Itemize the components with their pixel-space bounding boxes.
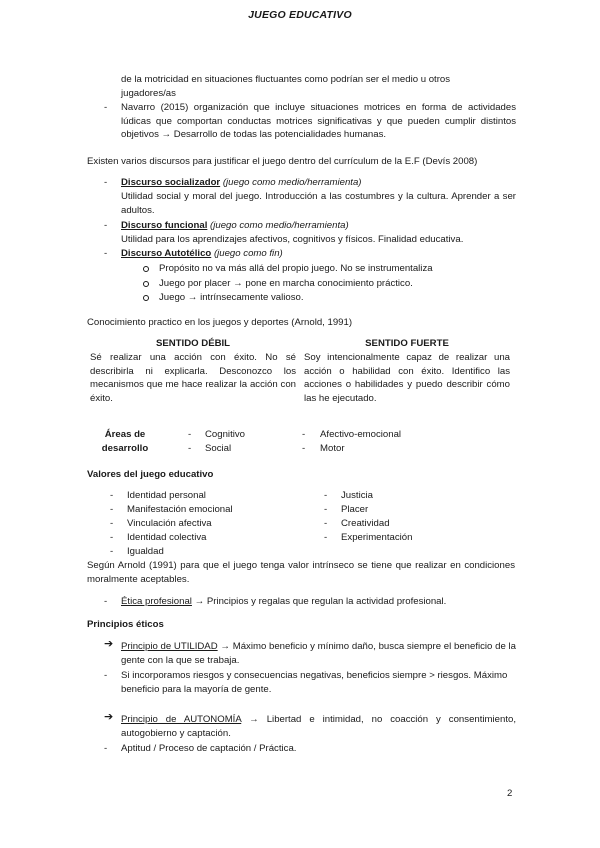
discurso-funcional-desc: Utilidad para los aprendizajes afectivos, cognitivos y físicos. Finalidad educativa. — [121, 234, 464, 245]
circle-bullet — [143, 266, 149, 272]
valor-item: Creatividad — [341, 518, 390, 529]
discurso-funcional-note: (juego como medio/herramienta) — [210, 220, 349, 231]
dash-bullet: - — [324, 518, 328, 529]
navarro-paragraph: Navarro (2015) organización que incluye situaciones motrices en forma de actividades lúdicas que comportan conductas motrices significativas y que pueden cumplir distintos objetivos → Desarrollo de todas las potencialidades humanas. — [121, 102, 516, 141]
valor-item: Igualdad — [127, 546, 164, 557]
sentido-debil-title: SENTIDO DÉBIL — [155, 338, 231, 349]
dash-bullet: - — [324, 532, 328, 543]
dash-bullet: - — [302, 443, 306, 454]
dash-bullet: - — [302, 429, 306, 440]
dash-bullet: - — [188, 429, 192, 440]
dash-bullet: - — [104, 220, 108, 231]
valor-item: Experimentación — [341, 532, 413, 543]
arnold-paragraph: Según Arnold (1991) para que el juego tenga valor intrínseco se tiene que realizar en condiciones moralmente aceptables. — [87, 560, 515, 585]
valores-title: Valores del juego educativo — [87, 469, 214, 480]
principios-title: Principios éticos — [87, 619, 164, 630]
autonomia-rest: → Libertad e intimidad, no coacción y consentimiento, autogobierno y captación. — [121, 714, 516, 739]
area-item: Afectivo-emocional — [320, 429, 402, 440]
dash-bullet: - — [110, 490, 114, 501]
discurso-socializador-desc: Utilidad social y moral del juego. Introducción a las costumbres y la cultura. Aprender a ser adultos. — [121, 191, 516, 216]
dash-bullet: - — [104, 248, 108, 259]
area-item: Social — [205, 443, 232, 454]
utilidad-rest: → Máximo beneficio y mínimo daño, busca siempre el beneficio de la gente con la que se trabaja. — [121, 641, 516, 666]
sentido-fuerte-title: SENTIDO FUERTE — [365, 338, 449, 349]
discurso-autotelico-heading — [121, 247, 516, 261]
utilidad-dash-item: Si incorporamos riesgos y consecuencias negativas, beneficios siempre > riesgos. Máximo beneficio para la mayoría de gente. — [121, 670, 508, 695]
discurso-autotelico-title: Discurso Autotélico — [121, 248, 212, 259]
circle-bullet — [143, 281, 149, 287]
valor-item: Manifestación emocional — [127, 504, 233, 515]
sentido-fuerte-text: Soy intencionalmente capaz de realizar una acción o habilidad con éxito. Identifico las acciones o habilidades y puedo describir cómo las he ejecutado. — [304, 352, 510, 404]
dash-bullet: - — [104, 670, 108, 681]
conocimiento-intro: Conocimiento practico en los juegos y deportes (Arnold, 1991) — [87, 317, 353, 328]
discurso-autotelico-note: (juego como fin) — [213, 248, 283, 259]
principio-utilidad — [121, 640, 516, 667]
valor-item: Placer — [341, 504, 369, 515]
dash-bullet: - — [104, 596, 108, 607]
area-item: Cognitivo — [205, 429, 245, 440]
arrow-bullet-icon: ➔ — [104, 711, 114, 723]
sentido-debil-text: Sé realizar una acción con éxito. No sé describirla ni explicarla. Desconozco los mecanismos que me hace realizar la acción con éxito. — [90, 352, 296, 404]
valor-item: Vinculación afectiva — [127, 518, 212, 529]
dash-bullet: - — [324, 504, 328, 515]
etica-term: Ética profesional — [121, 596, 192, 607]
autonomia-dash-item: Aptitud / Proceso de captación / Práctica. — [121, 743, 297, 754]
arrow-bullet-icon: ➔ — [104, 638, 114, 650]
dash-bullet: - — [324, 490, 328, 501]
discurso-socializador-note: (juego como medio/herramienta) — [222, 177, 362, 188]
etica-rest: → Principios y regalas que regulan la actividad profesional. — [191, 596, 447, 607]
valor-item: Identidad colectiva — [127, 532, 207, 543]
valor-item: Identidad personal — [127, 490, 206, 501]
areas-label-1: Áreas de — [104, 429, 146, 440]
autotelico-item: Propósito no va más allá del propio juego. No se instrumentaliza — [159, 263, 433, 274]
autotelico-item: Juego por placer → pone en marcha conocimiento práctico. — [159, 278, 413, 289]
discurso-socializador-title: Discurso socializador — [121, 177, 221, 188]
principio-autonomia — [121, 713, 516, 740]
dash-bullet: - — [104, 177, 108, 188]
discursos-intro: Existen varios discursos para justificar el juego dentro del currículum de la E.F (Devís 2008) — [87, 156, 478, 167]
valor-item: Justicia — [341, 490, 373, 501]
circle-bullet — [143, 295, 149, 301]
areas-label-2: desarrollo — [101, 443, 149, 454]
area-item: Motor — [320, 443, 345, 454]
etica-line — [121, 595, 516, 609]
dash-bullet: - — [110, 504, 114, 515]
dash-bullet: - — [104, 743, 108, 754]
discurso-socializador-heading — [121, 176, 516, 190]
discurso-funcional-heading — [121, 219, 516, 233]
dash-bullet: - — [104, 102, 108, 113]
page-header: JUEGO EDUCATIVO — [248, 9, 352, 21]
dash-bullet: - — [110, 518, 114, 529]
dash-bullet: - — [188, 443, 192, 454]
autotelico-item: Juego → intrínsecamente valioso. — [159, 292, 304, 303]
autonomia-term: Principio de AUTONOMÍA — [121, 714, 242, 725]
dash-bullet: - — [110, 532, 114, 543]
dash-bullet: - — [110, 546, 114, 557]
page-number: 2 — [507, 788, 513, 799]
utilidad-term: Principio de UTILIDAD — [121, 641, 218, 652]
intro-continuation-2: jugadores/as — [121, 88, 176, 99]
intro-continuation-1: de la motricidad en situaciones fluctuantes como podrían ser el medio u otros — [121, 74, 451, 85]
discurso-funcional-title: Discurso funcional — [121, 220, 208, 231]
